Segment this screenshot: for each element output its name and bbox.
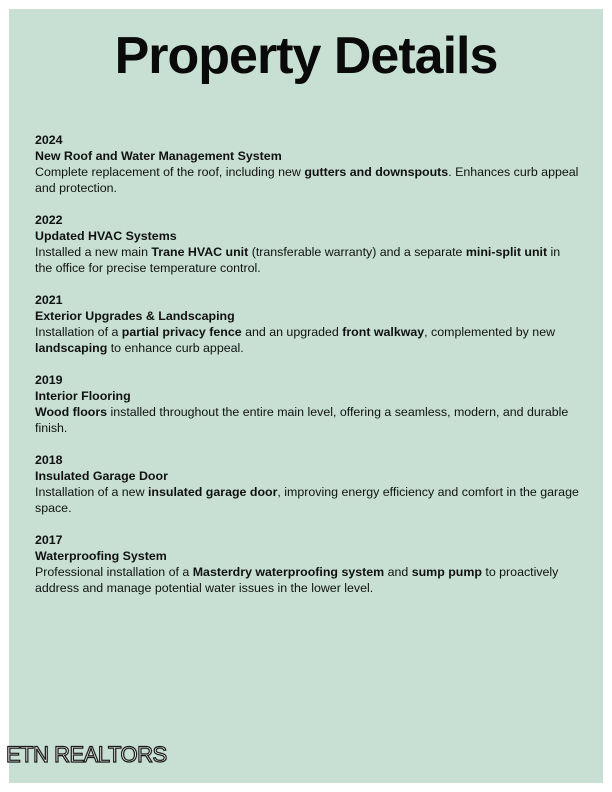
description-text: installed throughout the entire main level, offering a seamless, modern, and durable finish. <box>35 405 569 435</box>
entry-year: 2018 <box>35 453 63 467</box>
entry-description <box>35 484 580 516</box>
highlighted-text: Wood floors <box>35 405 108 419</box>
description-text: Complete replacement of the roof, including new <box>35 165 305 179</box>
realtor-watermark: ETN REALTORS <box>6 742 167 767</box>
entry-heading: Waterproofing System <box>35 549 167 563</box>
entry-description <box>35 404 580 436</box>
description-text: to enhance curb appeal. <box>107 341 244 355</box>
description-text: to proactively address and manage potential water issues in the lower level. <box>35 565 559 595</box>
entry-heading: Exterior Upgrades & Landscaping <box>35 309 235 323</box>
entry-year: 2019 <box>35 373 63 387</box>
list-item <box>35 532 580 596</box>
entry-description <box>35 564 580 596</box>
entry-heading: Interior Flooring <box>35 389 131 403</box>
description-text: and an upgraded <box>241 325 343 339</box>
description-text: , improving energy efficiency and comfort in the garage space. <box>35 485 579 515</box>
list-item <box>35 292 580 356</box>
highlighted-text: mini-split unit <box>465 245 548 259</box>
highlighted-text: front walkway <box>342 325 425 339</box>
highlighted-text: Trane HVAC unit <box>151 245 249 259</box>
description-text: and <box>384 565 412 579</box>
description-text: Professional installation of a <box>35 565 193 579</box>
highlighted-text: sump pump <box>411 565 482 579</box>
description-text: . Enhances curb appeal and protection. <box>35 165 579 195</box>
entry-heading: New Roof and Water Management System <box>35 149 282 163</box>
entry-heading: Insulated Garage Door <box>35 469 168 483</box>
highlighted-text: partial privacy fence <box>121 325 242 339</box>
description-text: , complemented by new <box>424 325 556 339</box>
highlighted-text: Masterdry waterproofing system <box>192 565 385 579</box>
description-text: (transferable warranty) and a separate <box>248 245 466 259</box>
description-text: Installation of a new <box>35 485 148 499</box>
highlighted-text: insulated garage door <box>147 485 278 499</box>
entry-description <box>35 164 580 196</box>
entry-description <box>35 244 580 276</box>
highlighted-text: landscaping <box>35 341 108 355</box>
list-item <box>35 132 580 196</box>
entry-year: 2024 <box>35 133 63 147</box>
entry-year: 2017 <box>35 533 63 547</box>
highlighted-text: gutters and downspouts <box>304 165 449 179</box>
list-item <box>35 212 580 276</box>
entry-description <box>35 324 580 356</box>
description-text: Installation of a <box>35 325 122 339</box>
description-text: in the office for precise temperature control. <box>35 245 561 275</box>
list-item <box>35 452 580 516</box>
entry-year: 2021 <box>35 293 63 307</box>
improvements-list <box>35 132 580 612</box>
description-text: Installed a new main <box>35 245 152 259</box>
entry-year: 2022 <box>35 213 63 227</box>
page-title: Property Details <box>114 27 498 85</box>
list-item <box>35 372 580 436</box>
entry-heading: Updated HVAC Systems <box>35 229 177 243</box>
